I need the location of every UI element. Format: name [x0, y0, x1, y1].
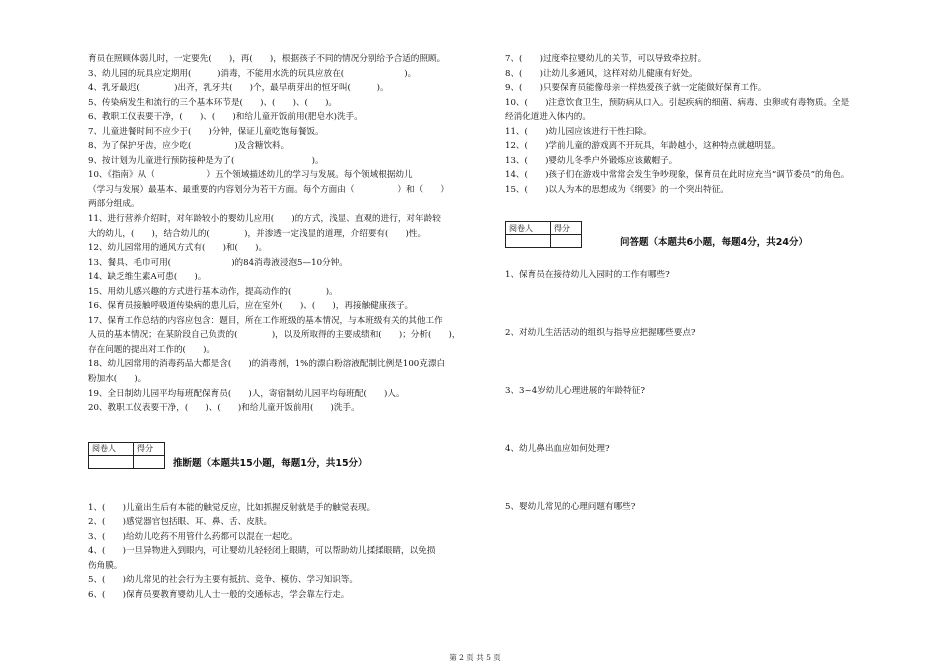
judge-line: 7、( )过度牵拉婴幼儿的关节，可以导致牵拉肘。: [505, 54, 707, 64]
judge-line: 1、( )儿童出生后有本能的触觉反应，比如抓握反射就是手的触觉表现。: [88, 502, 376, 513]
question-line: 12、幼儿园常用的通风方式有( )和( )。: [88, 243, 268, 254]
qa-question: 5、婴幼儿常见的心理问题有哪些?: [505, 502, 636, 513]
judge-line: 经消化道进入体内的。: [505, 112, 591, 123]
score-box-qa: [505, 221, 582, 248]
qa-questions: [505, 268, 905, 514]
question-line: 20、教职工仪表要干净，( )、( )和给儿童开饭前用( )洗手。: [88, 403, 360, 414]
question-line: 人员的基本情况；在某阶段自己负责的( )，以及所取得的主要成绩和( )；分析( )，: [88, 330, 461, 341]
question-line: 4、乳牙最迟( )出齐，乳牙共( )个，最早萌芽出的恒牙叫( )。: [88, 83, 389, 94]
judge-line: 15、( )以人为本的思想成为《纲要》的一个突出特征。: [505, 184, 729, 195]
qa-question: 3、3~4岁幼儿心理进展的年龄特征?: [505, 386, 645, 397]
judge-line: 2、( )感觉器官包括眼、耳、鼻、舌、皮肤。: [88, 517, 273, 528]
question-line: 14、缺乏维生素A可患( )。: [88, 272, 207, 283]
judge-section-header: [88, 442, 488, 469]
score-cell[interactable]: [134, 455, 165, 468]
question-line: 两部分组成。: [88, 199, 140, 210]
qa-question: 1、保育员在接待幼儿入园时的工作有哪些?: [505, 270, 670, 281]
question-line: 3、幼儿园的玩具应定期用( )消毒，不能用水洗的玩具应放在( )。: [88, 68, 417, 79]
judge-line: 9、( )只要保育员能像母亲一样热爱孩子就一定能做好保育工作。: [505, 83, 767, 94]
reviewer-cell[interactable]: [506, 235, 551, 248]
reviewer-label: 阅卷人: [506, 222, 551, 235]
qa-question: 4、幼儿鼻出血应如何处理?: [505, 444, 610, 455]
judge-line: 14、( )孩子们在游戏中常常会发生争吵现象，保育员在此时应充当“调节委员”的角色。: [505, 170, 850, 181]
question-line: 10、《指南》从（ ）五个领域描述幼儿的学习与发展。每个领域根据幼儿: [88, 170, 413, 181]
question-line: 8、为了保护牙齿，应少吃( )及含糖饮料。: [88, 141, 290, 152]
question-line: 大的幼儿，( )，结合幼儿的( )，并渗透一定浅显的道理，介绍要有( )性。: [88, 228, 427, 239]
qa-section-title: 问答题（本题共6小题，每题4分，共24分）: [620, 237, 808, 249]
question-line: 9、按计划为儿童进行预防接种是为了( )。: [88, 155, 324, 166]
right-column: [505, 52, 905, 558]
score-label: 得分: [134, 442, 165, 455]
page-footer: 第 2 页 共 5 页: [449, 653, 501, 662]
judge-questions-left: [88, 501, 488, 603]
question-line: （学习与发展）最基本、最重要的内容划分为若干方面。每个方面由（ ）和（ ）: [88, 184, 449, 195]
question-line: 6、教职工仪表要干净，( )、( )和给儿童开饭前用(肥皂水)洗手。: [88, 112, 363, 123]
question-line: 11、进行营养介绍时，对年龄较小的婴幼儿应用( )的方式，浅显、直观的进行，对年龄较: [88, 214, 441, 225]
judge-line: 8、( )让幼儿多通风，这样对幼儿健康有好处。: [505, 68, 698, 79]
judge-line: 4、( )一旦异物进入到眼内，可让婴幼儿轻轻闭上眼睛，可以帮助幼儿揉揉眼睛，以免损: [88, 546, 436, 557]
score-cell[interactable]: [551, 235, 582, 248]
question-line: 育员在照顾体弱儿时，一定要先( )，再( )，根据孩子不同的情况分别给予合适的照顾。: [88, 54, 446, 64]
question-line: 存在问题的提出对工作的( )。: [88, 344, 216, 355]
question-line: 17、保育工作总结的内容应包含：题目，所在工作班级的基本情况，与本班级有关的其他工作: [88, 315, 443, 326]
question-line: 16、保育员接触呼吸道传染病的患儿后，应在室外( )、( )，再接触健康孩子。: [88, 301, 414, 312]
qa-section-header: [505, 221, 905, 248]
question-line: 15、用幼儿感兴趣的方式进行基本动作，提高动作的( )。: [88, 286, 338, 297]
score-label: 得分: [551, 222, 582, 235]
question-line: 粉加水( )。: [88, 374, 147, 385]
judge-line: 3、( )给幼儿吃药不用管什么药都可以混在一起吃。: [88, 531, 298, 542]
left-column: [88, 52, 488, 603]
judge-section-title: 推断题（本题共15小题，每题1分，共15分）: [173, 457, 368, 469]
qa-question: 2、对幼儿生活活动的组织与指导应把握哪些要点?: [505, 328, 696, 339]
question-line: 13、餐具、毛巾可用( )的84消毒液浸泡5—10分钟。: [88, 257, 348, 268]
judge-line: 6、( )保育员要教育婴幼儿人士一般的交通标志，学会靠左行走。: [88, 589, 350, 600]
judge-line: 11、( )幼儿园应该进行干性扫除。: [505, 126, 652, 137]
score-box: [88, 442, 165, 469]
judge-line: 伤角膜。: [88, 560, 123, 571]
judge-questions-right: [505, 52, 905, 197]
question-line: 19、全日制幼儿园平均每班配保育员( )人，寄宿制幼儿园平均每班配( )人。: [88, 388, 405, 399]
question-line: 5、传染病发生和流行的三个基本环节是( )、( )、( )。: [88, 97, 338, 108]
question-line: 7、儿童进餐时间不应少于( )分钟，保证儿童吃饱每餐饭。: [88, 126, 324, 137]
fill-in-questions: [88, 52, 488, 416]
question-line: 18、幼儿园常用的消毒药品大都是含( )的消毒剂，1%的漂白粉溶液配制比例是100克漂白: [88, 359, 446, 370]
reviewer-label: 阅卷人: [89, 442, 134, 455]
judge-line: 12、( )学前儿童的游戏离不开玩具，年龄越小，这种特点就越明显。: [505, 141, 781, 152]
judge-line: 5、( )幼儿常见的社会行为主要有抵抗、竞争、模仿、学习知识等。: [88, 575, 358, 586]
reviewer-cell[interactable]: [89, 455, 134, 468]
judge-line: 10、( )注意饮食卫生，预防病从口入。引起疾病的细菌、病毒、虫卵或有毒物质。全是: [505, 97, 850, 108]
judge-line: 13、( )婴幼儿冬季户外锻炼应该戴帽子。: [505, 155, 678, 166]
